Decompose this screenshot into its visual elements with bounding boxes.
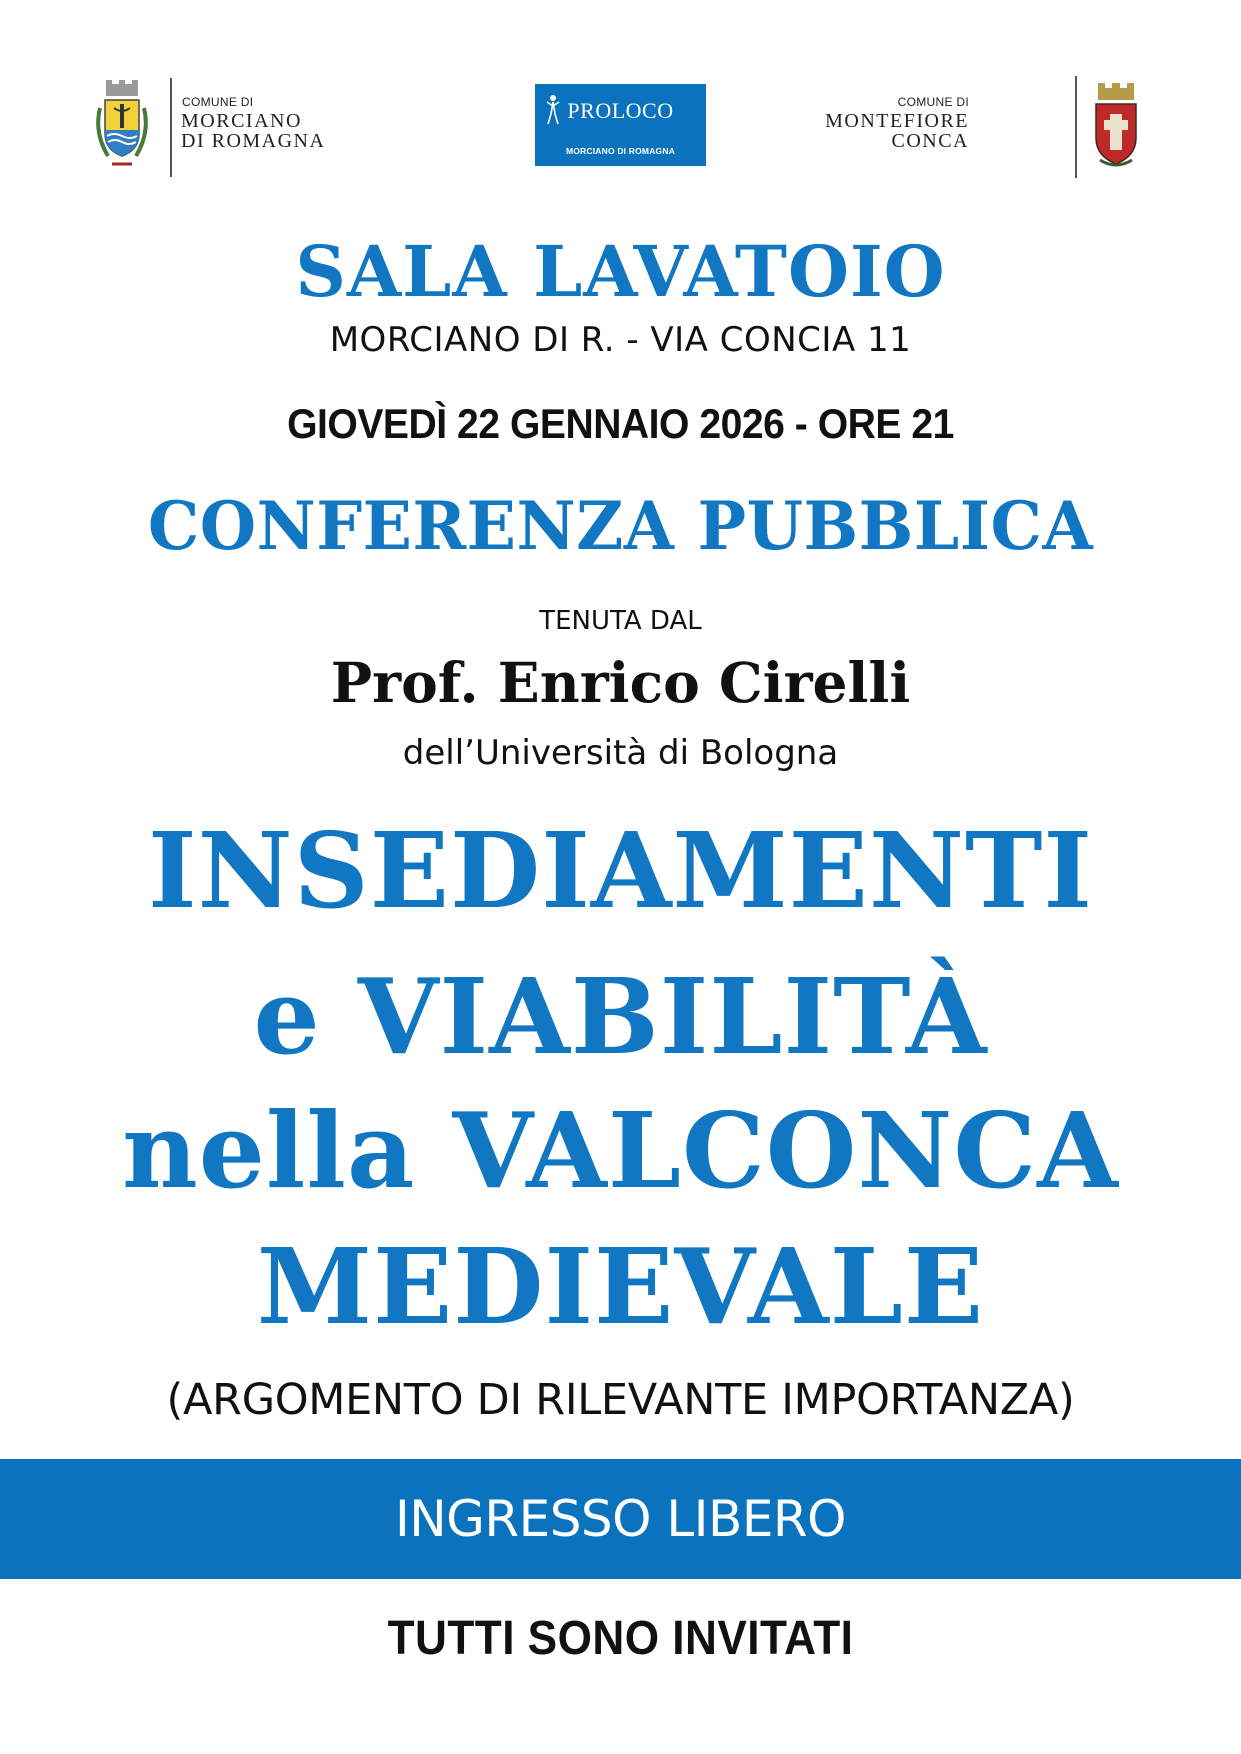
invite-line: TUTTI SONO INVITATI [387, 1612, 854, 1665]
venue-address: MORCIANO DI R. - VIA CONCIA 11 [329, 320, 912, 360]
proloco-logo [535, 84, 706, 166]
title-line-2: e VIABILITÀ [253, 955, 988, 1078]
montefiore-label-small: COMUNE DI [897, 95, 969, 109]
venue-name: SALA LAVATOIO [295, 230, 946, 313]
morciano-label-line1: MORCIANO [181, 110, 302, 132]
title-line-3: nella VALCONCA [122, 1089, 1119, 1212]
morciano-divider [170, 78, 172, 177]
speaker-name: Prof. Enrico Cirelli [330, 650, 911, 715]
importance-note: (ARGOMENTO DI RILEVANTE IMPORTANZA) [166, 1375, 1075, 1425]
montefiore-label-line2: CONCA [891, 130, 969, 152]
montefiore-divider [1075, 76, 1077, 178]
montefiore-logo [825, 76, 1145, 178]
entry-label: INGRESSO LIBERO [394, 1490, 847, 1548]
title-line-1: INSEDIAMENTI [147, 809, 1094, 932]
morciano-label-line2: DI ROMAGNA [181, 130, 326, 152]
speaker-intro: TENUTA DAL [539, 606, 702, 636]
entry-band [0, 1459, 1241, 1579]
title-line-4: MEDIEVALE [256, 1225, 985, 1348]
morciano-label-small: COMUNE DI [182, 95, 254, 109]
montefiore-crest-icon [1086, 80, 1146, 170]
morciano-logo [92, 78, 342, 178]
proloco-title: PROLOCO [567, 98, 674, 123]
morciano-crest-icon [92, 78, 152, 168]
event-date: GIOVEDÌ 22 GENNAIO 2026 - ORE 21 [287, 400, 954, 447]
proloco-subtitle: MORCIANO DI ROMAGNA [565, 146, 676, 156]
speaker-affiliation: dell’Università di Bologna [402, 733, 839, 773]
montefiore-label-line1: MONTEFIORE [825, 110, 969, 132]
event-type: CONFERENZA PUBBLICA [147, 487, 1094, 565]
